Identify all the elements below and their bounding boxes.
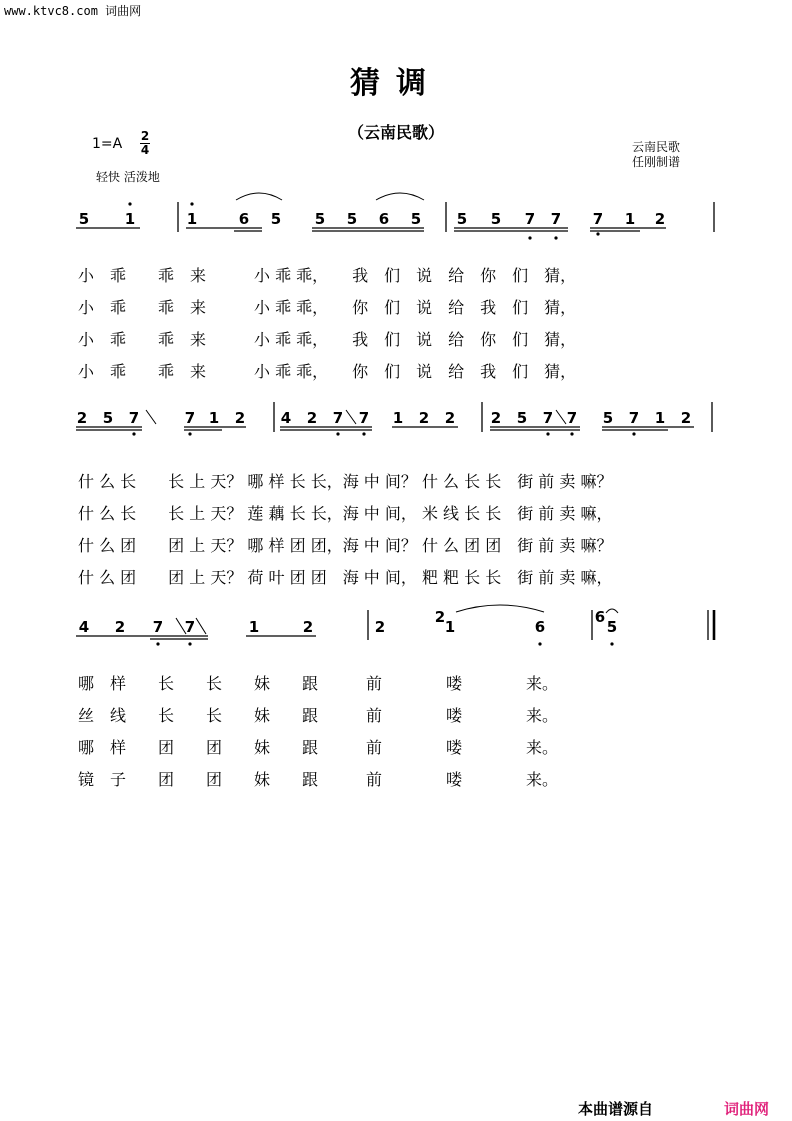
lyric-line: 小 乖 乖 来 小 乖 乖， 我 们 说 给 你 们 猜， — [78, 330, 577, 349]
note: 2 — [234, 409, 246, 427]
lyric-line: 什 么 团 团 上 天？ 哪 样 团 团，海 中 间？ 什 么 团 团 街 前 卖 嘛？ — [78, 536, 613, 555]
octave-dot — [156, 642, 159, 645]
note: 2 — [444, 409, 456, 427]
note: 5 — [602, 409, 614, 427]
tempo-marking: 轻快 活泼地 — [96, 170, 160, 184]
octave-dot — [538, 642, 541, 645]
note: 2 — [374, 618, 386, 636]
lyric-line: 什 么 团 团 上 天？ 荷 叶 团 团 海 中 间， 粑 粑 长 长 街 前 卖 嘛， — [78, 568, 613, 587]
lyric-line: 什 么 长 长 上 天？ 哪 样 长 长，海 中 间？ 什 么 长 长 街 前 卖 嘛？ — [78, 472, 613, 491]
octave-dot — [610, 642, 613, 645]
meter-top: 2 — [140, 129, 150, 143]
lyric-line: 小 乖 乖 来 小 乖 乖， 你 们 说 给 我 们 猜， — [78, 298, 577, 317]
octave-dot — [528, 236, 531, 239]
note: 5 — [314, 210, 326, 228]
note: 1 — [186, 210, 198, 228]
lyric-line: 镜 子 团 团 妹 跟 前 喽 来。 — [78, 770, 559, 789]
note: 6 — [378, 210, 390, 228]
note: 7 — [592, 210, 604, 228]
grace-note: 2 — [434, 608, 446, 626]
note: 6 — [238, 210, 250, 228]
note: 2 — [418, 409, 430, 427]
lyrics-system-1 — [78, 260, 576, 388]
slur — [236, 193, 282, 200]
credit-origin: 云南民歌 — [632, 140, 681, 154]
key-signature: 1=A — [92, 136, 123, 152]
lyric-line: 哪 样 团 团 妹 跟 前 喽 来。 — [78, 738, 559, 757]
note: 5 — [346, 210, 358, 228]
octave-dot — [546, 432, 549, 435]
lyric-line: 小 乖 乖 来 小 乖 乖， 你 们 说 给 我 们 猜， — [78, 362, 577, 381]
note: 5 — [606, 618, 618, 636]
credit-arranger: 任刚制谱 — [632, 155, 681, 169]
note: 7 — [524, 210, 536, 228]
lyric-line: 小 乖 乖 来 小 乖 乖， 我 们 说 给 你 们 猜， — [78, 266, 577, 285]
meter-bottom: 4 — [140, 143, 150, 157]
footer-source-label: 本曲谱源自 — [578, 1100, 654, 1118]
note: 5 — [270, 210, 282, 228]
lyric-line: 丝 线 长 长 妹 跟 前 喽 来。 — [78, 706, 559, 725]
fermata — [606, 609, 618, 613]
note: 1 — [444, 618, 456, 636]
note: 1 — [124, 210, 136, 228]
note: 7 — [152, 618, 164, 636]
site-url: www.ktvc8.com — [4, 4, 98, 18]
note: 1 — [248, 618, 260, 636]
note: 4 — [78, 618, 90, 636]
octave-dot — [190, 202, 193, 205]
note: 7 — [332, 409, 344, 427]
grace-note: 6 — [594, 608, 606, 626]
grace-slash — [346, 410, 356, 424]
octave-dot — [188, 432, 191, 435]
footer-logo[interactable]: 词曲网 — [724, 1100, 770, 1118]
note: 2 — [306, 409, 318, 427]
note: 7 — [550, 210, 562, 228]
song-subtitle: （云南民歌） — [347, 123, 444, 142]
note: 5 — [410, 210, 422, 228]
note: 5 — [78, 210, 90, 228]
octave-dot — [362, 432, 365, 435]
octave-dot — [128, 202, 131, 205]
note: 7 — [184, 618, 196, 636]
lyric-line: 哪 样 长 长 妹 跟 前 喽 来。 — [78, 674, 559, 693]
site-name: 词曲网 — [105, 4, 142, 18]
note: 7 — [128, 409, 140, 427]
note: 5 — [456, 210, 468, 228]
grace-slash — [556, 410, 566, 424]
note: 1 — [392, 409, 404, 427]
note: 2 — [114, 618, 126, 636]
note: 2 — [76, 409, 88, 427]
octave-dot — [188, 642, 191, 645]
note: 5 — [102, 409, 114, 427]
octave-dot — [632, 432, 635, 435]
octave-dot — [596, 232, 599, 235]
note: 2 — [680, 409, 692, 427]
lyric-line: 什 么 长 长 上 天？ 莲 藕 长 长，海 中 间， 米 线 长 长 街 前 卖 嘛， — [78, 504, 613, 523]
grace-slash — [146, 410, 156, 424]
note: 7 — [184, 409, 196, 427]
note: 5 — [490, 210, 502, 228]
note: 2 — [302, 618, 314, 636]
octave-dot — [132, 432, 135, 435]
note: 2 — [654, 210, 666, 228]
note: 1 — [654, 409, 666, 427]
octave-dot — [554, 236, 557, 239]
note: 2 — [490, 409, 502, 427]
note: 7 — [358, 409, 370, 427]
note: 6 — [534, 618, 546, 636]
octave-dot — [570, 432, 573, 435]
note: 4 — [280, 409, 292, 427]
song-title: 猜调 — [350, 66, 442, 101]
slur — [456, 605, 544, 612]
note: 7 — [628, 409, 640, 427]
note: 1 — [208, 409, 220, 427]
octave-dot — [336, 432, 339, 435]
grace-slash — [196, 618, 206, 634]
note: 7 — [542, 409, 554, 427]
note: 7 — [566, 409, 578, 427]
lyrics-system-3 — [78, 668, 558, 796]
note: 1 — [624, 210, 636, 228]
note: 5 — [516, 409, 528, 427]
lyrics-system-2 — [78, 466, 612, 594]
slur — [376, 193, 424, 200]
